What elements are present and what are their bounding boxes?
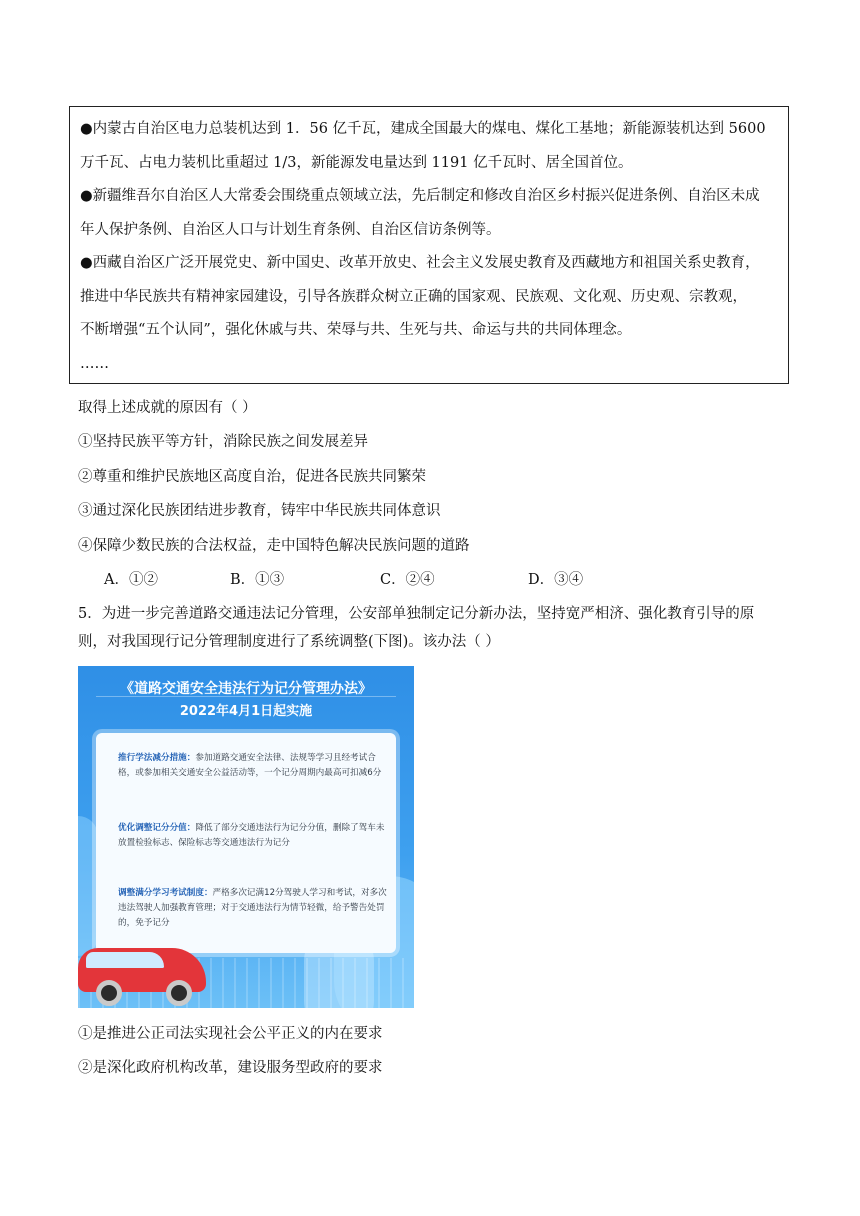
q5-item-2: ②是深化政府机构改革，建设服务型政府的要求 <box>78 1060 383 1076</box>
material-line: 万千瓦、占电力装机比重超过 1/3，新能源发电量达到 1191 亿千瓦时、居全国首位。 <box>80 154 633 171</box>
poster-paragraph-3 <box>118 886 388 931</box>
material-line: 推进中华民族共有精神家园建设，引导各族群众树立正确的国家观、民族观、文化观、历史观、宗教观， <box>80 288 747 305</box>
poster-decoration <box>78 816 98 956</box>
background-material-box <box>69 106 789 384</box>
car-wheel-icon <box>166 980 192 1006</box>
poster-subtitle: 2022年4月1日起实施 <box>179 704 313 719</box>
q4-option-b[interactable]: B．①③ <box>230 572 285 588</box>
poster-title: 《道路交通安全违法行为记分管理办法》 <box>120 681 372 697</box>
q5-item-1: ①是推进公正司法实现社会公平正义的内在要求 <box>78 1026 383 1042</box>
q4-item-3: ③通过深化民族团结进步教育，铸牢中华民族共同体意识 <box>78 503 441 519</box>
poster-paragraph-3-body: 严格多次记满12分驾驶人学习和考试，对多次违法驾驶人加强教育管理；对于交通违法行为情节轻微，给予警告处罚的，免予记分 <box>118 888 387 928</box>
q4-option-d[interactable]: D．③④ <box>528 572 584 588</box>
q4-option-a[interactable]: A．①② <box>104 572 158 588</box>
material-line: ●新疆维吾尔自治区人大常委会围绕重点领域立法，先后制定和修改自治区乡村振兴促进条例、自治区未成 <box>80 188 760 204</box>
poster-paragraph-2-heading: 优化调整记分分值： <box>118 823 196 833</box>
poster-paragraph-2 <box>118 821 388 851</box>
q4-item-1: ①坚持民族平等方针，消除民族之间发展差异 <box>78 434 368 450</box>
q4-item-4: ④保障少数民族的合法权益，走中国特色解决民族问题的道路 <box>78 538 470 554</box>
material-line: 不断增强“五个认同”，强化休戚与共、荣辱与共、生死与共、命运与共的共同体理念。 <box>80 322 632 338</box>
question-4-stem: 取得上述成就的原因有（ ） <box>78 400 257 416</box>
poster-paragraph-1-heading: 推行学法减分措施： <box>118 753 196 763</box>
q4-item-2: ②尊重和维护民族地区高度自治，促进各民族共同繁荣 <box>78 469 426 485</box>
car-wheel-icon <box>96 980 122 1006</box>
material-line: …… <box>80 355 109 372</box>
poster-content-card <box>96 733 396 953</box>
poster-paragraph-3-heading: 调整满分学习考试制度： <box>118 888 213 898</box>
q4-option-c[interactable]: C．②④ <box>380 572 435 588</box>
question-5-stem-line2: 则，对我国现行记分管理制度进行了系统调整(下图)。该办法（ ） <box>78 634 500 650</box>
poster-paragraph-1 <box>118 751 388 781</box>
material-line: 年人保护条例、自治区人口与计划生育条例、自治区信访条例等。 <box>80 221 501 238</box>
regulation-poster-image <box>78 666 414 1008</box>
question-5-stem-line1: 5．为进一步完善道路交通违法记分管理，公安部单独制定记分新办法，坚持宽严相济、强化教育引导的原 <box>78 606 755 622</box>
material-line: ●内蒙古自治区电力总装机达到 1．56 亿千瓦，建成全国最大的煤电、煤化工基地；新能源装机达到 5600 <box>80 121 766 137</box>
poster-paragraph-1-body: 参加道路交通安全法律、法规等学习且经考试合格，或参加相关交通安全公益活动等，一个记分周期内最高可扣减6分 <box>118 753 382 778</box>
car-window <box>86 952 164 968</box>
poster-paragraph-2-body: 降低了部分交通违法行为记分分值，删除了驾车未放置检验标志、保险标志等交通违法行为记分 <box>118 823 385 848</box>
material-line: ●西藏自治区广泛开展党史、新中国史、改革开放史、社会主义发展史教育及西藏地方和祖国关系史教育， <box>80 255 760 271</box>
